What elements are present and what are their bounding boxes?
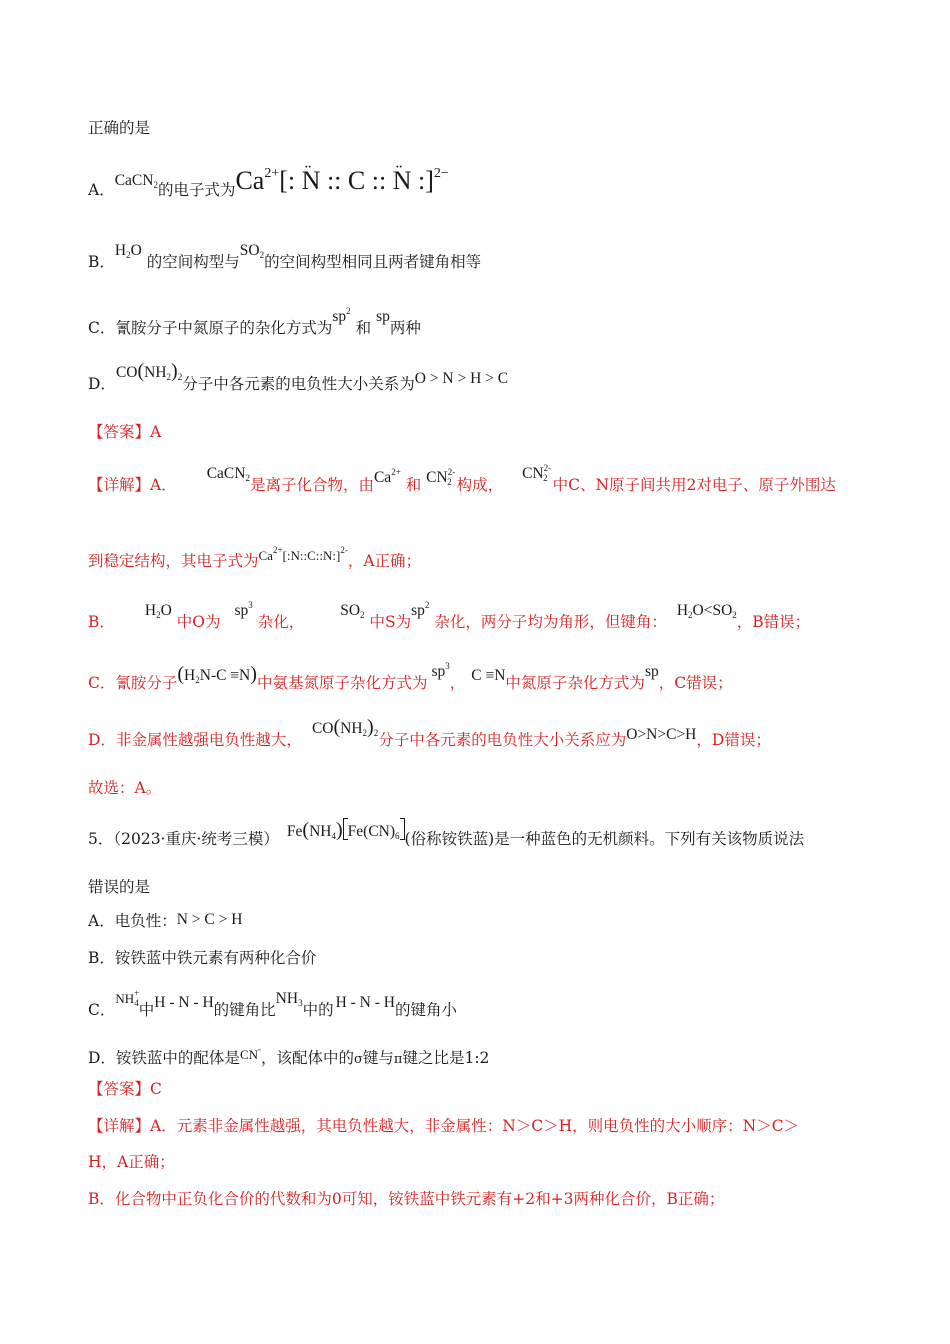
q5-explanation-b: B．化合物中正负化合价的代数和为0可知，铵铁蓝中铁元素有+2和+3两种化合价，B正确； <box>88 1190 725 1208</box>
explanation-d: D．非金属性越强电负性越大，$CO(NH_2)_2$分子中各元素的电负性大小关系应为O>N>C>H，D错误； <box>88 716 771 749</box>
explanation-a-cont: 到稳定结构，其电子式为$^{Ca^{2+}[:N::C::N:]^{2-}}$，A正确； <box>88 545 422 570</box>
q5-option-c: C．$^{NH^+_4}$中H - N - H的键角比$NH_3$中的 H - N - H的键角小 <box>88 988 457 1019</box>
question-5-stem-cont: 错误的是 <box>88 878 151 896</box>
q5-explanation-a-cont: H，A正确； <box>88 1153 175 1171</box>
explanation-a: 【详解】A．CaCN$_2$是离子化合物，由$Ca^{2+}$ 和 $CN^{2-}_2$ 构成， $CN^{2-}_2$ 中C、N原子间共用2对电子、原子外围达 <box>88 463 836 494</box>
answer-1: 【答案】A <box>88 423 162 441</box>
q5-explanation-a: 【详解】A．元素非金属性越强，其电负性越大，非金属性：N＞C＞H，则电负性的大小顺序：N＞C＞ <box>88 1117 800 1135</box>
electron-formula-cacn2: $Ca^{2+}$[: ·· N :: C :: ·· N :]$^{2-}$ <box>235 166 448 195</box>
explanation-c: C．氰胺分子$(H_2N-C \equiv N)$中氨基氮原子杂化方式为$sp^3$， C ≡N中氮原子杂化方式为sp，C错误； <box>88 661 733 692</box>
answer-2: 【答案】C <box>88 1080 162 1098</box>
question-5-stem: 5．（2023·重庆·统考三模） $Fe(NH_4)$ $Fe(CN)_6$ (俗称铵铁蓝)是一种蓝色的无机颜料。下列有关该物质说法 <box>88 819 805 848</box>
explanation-b: B．$H_2O$ 中O为$sp^3$ 杂化，$SO_2$ 中S为$sp^2$ 杂化，两分子均为角形，但键角：$H_2O<SO_2$，B错误； <box>88 600 811 631</box>
question-stem-tail: 正确的是 <box>88 119 151 137</box>
conclusion-1: 故选：A。 <box>88 779 162 797</box>
q5-option-b: B．铵铁蓝中铁元素有两种化合价 <box>88 949 317 967</box>
option-c: C．氰胺分子中氮原子的杂化方式为$sp^2$ 和 sp两种 <box>88 306 421 337</box>
option-d: D．$CO(NH_2)_2$分子中各元素的电负性大小关系为O > N > H > C <box>88 360 509 393</box>
q5-option-d: D．铵铁蓝中的配体是$^{CN^-}$，该配体中的σ键与π键之比是1:2 <box>88 1044 490 1067</box>
q5-option-a: A．电负性：N > C > H <box>88 911 243 930</box>
option-a: A．CaCN$_2$的电子式为$Ca^{2+}$[: ·· N :: C :: ·· N :]$^{2-}$ <box>88 170 449 205</box>
option-b: B．$H_2O$ 的空间构型与$SO_2$的空间构型相同且两者键角相等 <box>88 242 482 271</box>
